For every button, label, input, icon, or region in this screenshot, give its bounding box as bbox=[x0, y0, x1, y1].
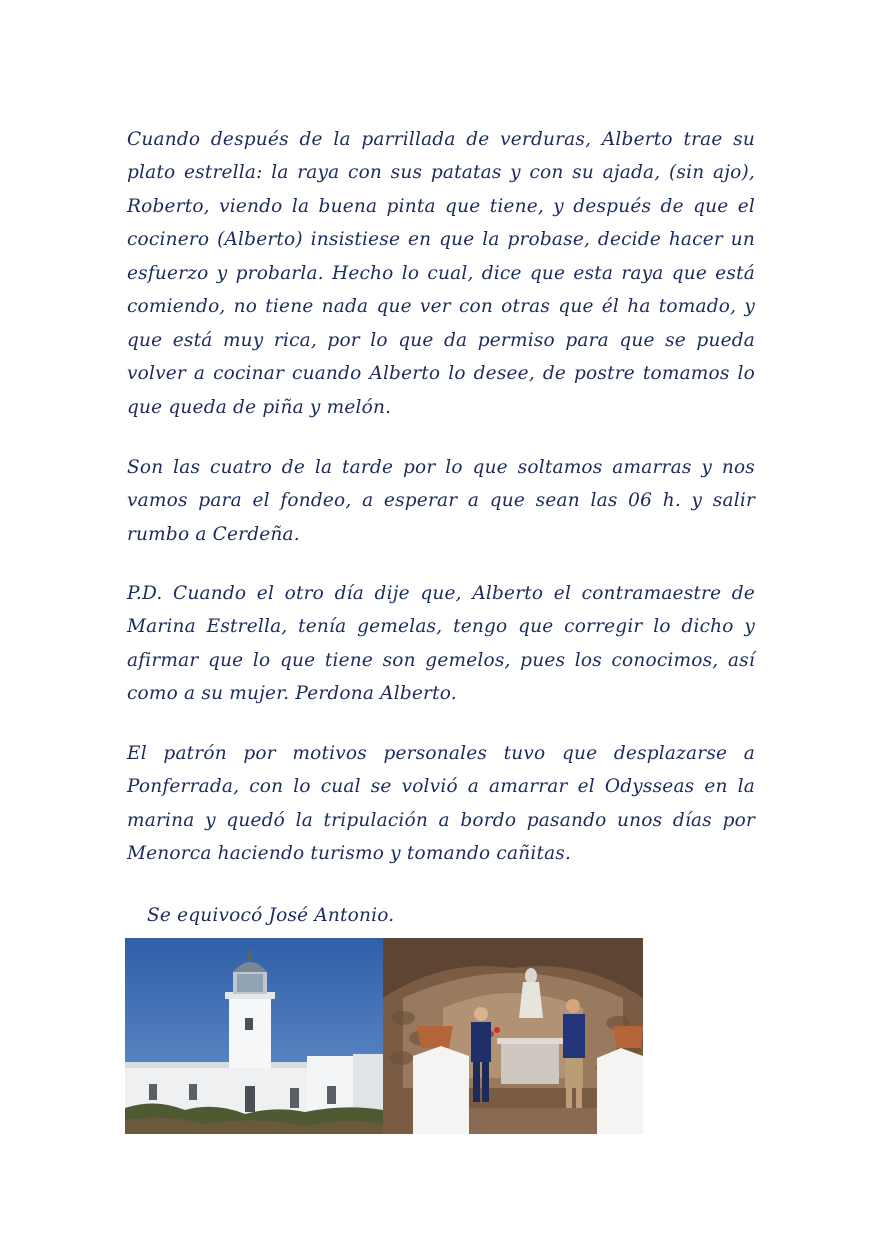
paragraph-text: Cuando después de la parrillada de verduras, Alberto trae su plato estrella: la bbox=[127, 128, 755, 183]
paragraph-ponferrada: El patrón por motivos personales tuvo que desplazarse a Ponferrada, con lo cual se volvió a amarrar el Odysseas en la marina y quedó la tripulación a bordo pasando unos días por Menorca haciendo turismo y tomando cañitas. bbox=[127, 742, 755, 864]
grotto-photo bbox=[383, 938, 643, 1134]
raya-word: raya bbox=[297, 162, 340, 183]
paragraph-text: con sus patatas y con su ajada, (sin ajo), Roberto, viendo la buena pinta que tiene, y después de que el cocinero (Alberto) insistiese en que la probase, decide hacer un esfuerzo y probarla. Hecho lo cual, dice que esta raya que está comiendo, no tiene nada que ver con otras que él ha tomado, y que está muy rica, por lo que da permiso para que se pueda volver a cocinar cuando Alberto lo desee, de postre tomamos lo que queda de piña y melón. bbox=[127, 162, 755, 418]
lighthouse-photo bbox=[125, 938, 383, 1134]
paragraph-postscript: P.D. Cuando el otro día dije que, Alberto el contramaestre de Marina Estrella, tenía gemelas, tengo que corregir lo dicho y afirmar que lo que tiene son gemelos, pues los conocimos, así como a su mujer. Perdona Alberto. bbox=[127, 582, 755, 704]
paragraph-signature-note: Se equivocó José Antonio. bbox=[147, 904, 395, 926]
paragraph-departure: Son las cuatro de la tarde por lo que soltamos amarras y nos vamos para el fondeo, a esperar a que sean las 06 h. y salir rumbo a Cerdeña. bbox=[127, 456, 755, 545]
paragraph-raya-dinner bbox=[127, 123, 755, 425]
photo-collage bbox=[125, 938, 643, 1134]
